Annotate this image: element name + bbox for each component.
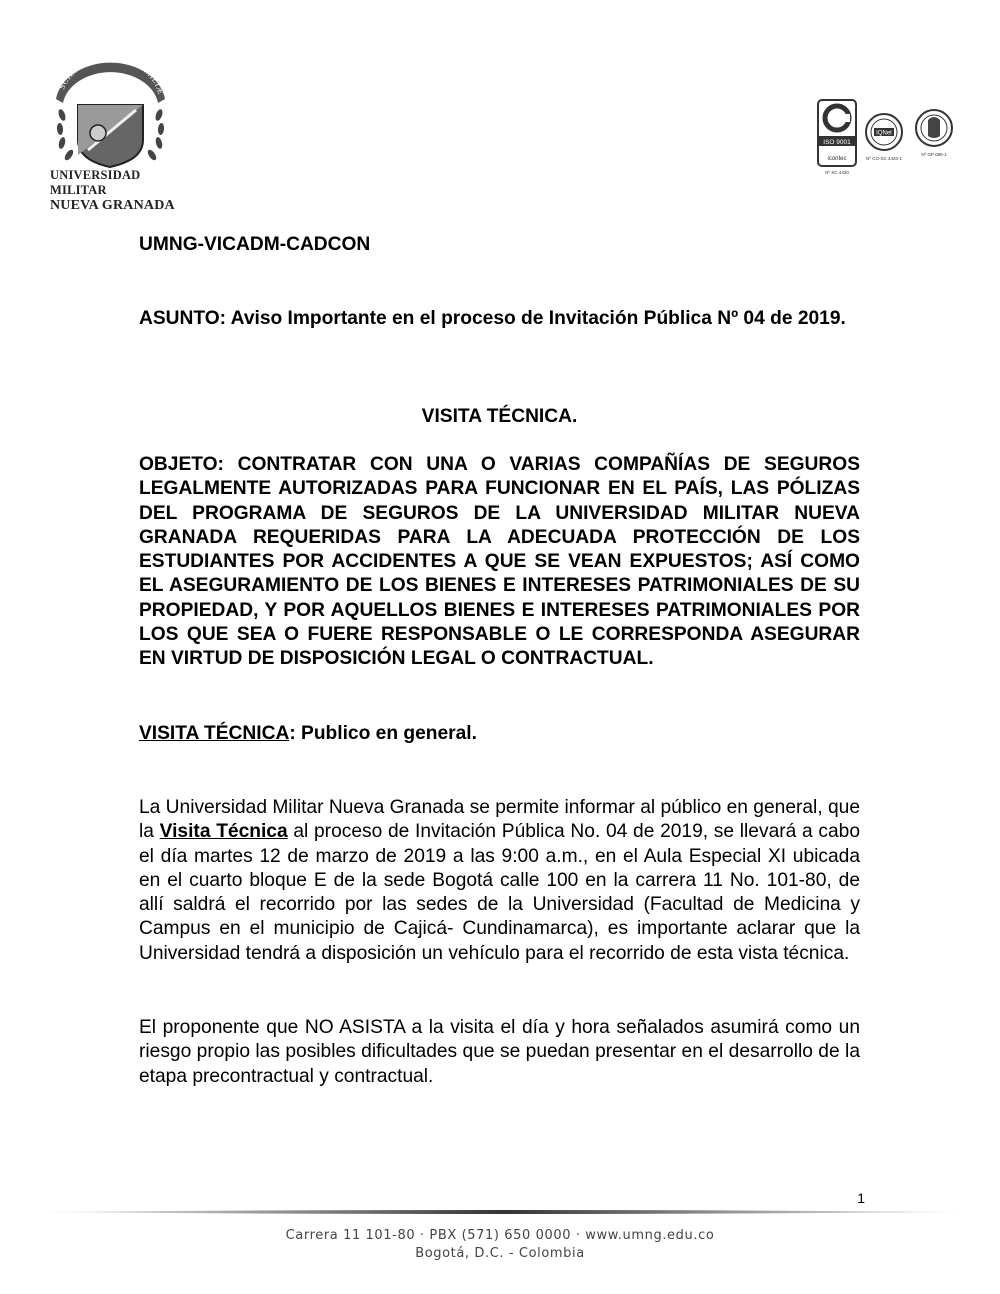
svg-text:ISO 9001: ISO 9001 [823, 139, 851, 146]
document-objeto: OBJETO: CONTRATAR CON UNA O VARIAS COMPAÑÍAS DE SEGUROS LEGALMENTE AUTORIZADAS PARA FUNCIONAR EN EL PAÍS, LAS PÓLIZAS DEL PROGRAMA DE SEGUROS DE LA UNIVERSIDAD MILITAR NUEVA GRANADA REQUERIDAS PARA LA ADECUADA PROTECCIÓN DE LOS ESTUDIANTES POR ACCIDENTES A QUE SE VEAN EXPUESTOS; ASÍ COMO EL ASEGURAMIENTO DE LOS BIENES E INTERESES PATRIMONIALES DE SU PROPIEDAD, Y POR AQUELLOS BIENES E INTERESES PATRIMONIALES POR LOS QUE SEA O FUERE RESPONSABLE O LE CORRESPONDA ASEGURAR EN VIRTUD DE DISPOSICIÓN LEGAL O CONTRACTUAL. [139, 454, 860, 670]
footer-divider [25, 1208, 980, 1216]
visita-tecnica-emphasis: Visita Técnica [159, 821, 288, 843]
svg-text:icontec: icontec [827, 156, 847, 162]
visita-line [139, 722, 860, 746]
page-number: 1 [857, 1190, 865, 1206]
certification-seals [816, 98, 958, 176]
visita-label: VISITA TÉCNICA [139, 723, 290, 744]
paragraph-attendance-warning: El proponente que NO ASISTA a la visita el día y hora señalados asumirá como un riesgo propio las posibles dificultades que se puedan presentar en el desarrollo de la etapa precontractual y contractual. [139, 1017, 860, 1087]
footer-address: Carrera 11 101-80 · PBX (571) 650 0000 · www.umng.edu.co [285, 1228, 715, 1243]
document-reference: UMNG-VICADM-CADCON [139, 234, 371, 255]
university-name-logo-text: UNIVERSIDAD MILITAR NUEVA GRANADA [50, 168, 175, 213]
document-subject: ASUNTO: Aviso Importante en el proceso de Invitación Pública Nº 04 de 2019. [139, 308, 846, 329]
iqnet-seal-icon [866, 114, 902, 161]
document-heading: VISITA TÉCNICA. [421, 406, 578, 427]
svg-text:Nº GP 085-1: Nº GP 085-1 [921, 152, 947, 157]
svg-text:SCIENTIÆ PATRIÆ FAMILIÆ [56, 55, 166, 96]
svg-text:IQNet: IQNet [876, 130, 892, 137]
svg-text:Nº CO-SC 4420-1: Nº CO-SC 4420-1 [866, 156, 902, 161]
paragraph-visit-details: La Universidad Militar Nueva Granada se permite informar al público en general, que la Visita Técnica al proceso de Invitación Pública No. 04 de 2019, se llevará a cabo el día martes 12 de marzo de 2019 a las 9:00 a.m., en el Aula Especial XI ubicada en el cuarto bloque E de la sede Bogotá calle 100 en la carrera 11 No. 101-80, de allí saldrá el recorrido por las sedes de la Universidad (Facultad de Medicina y Campus en el municipio de Cajicá- Cundinamarca), es importante aclarar que la Universidad tendrá a disposición un vehículo para el recorrido de esta vista técnica. [139, 797, 860, 964]
footer-city: Bogotá, D.C. - Colombia [415, 1246, 585, 1261]
logo-motto: SCIENTIÆ PATRIÆ FAMILIÆ [56, 55, 167, 96]
gp-seal-icon [916, 110, 952, 157]
svg-text:Nº SC 4420: Nº SC 4420 [825, 170, 849, 175]
visita-value: : Publico en general. [289, 723, 477, 744]
iso-9001-seal-icon [818, 100, 856, 175]
